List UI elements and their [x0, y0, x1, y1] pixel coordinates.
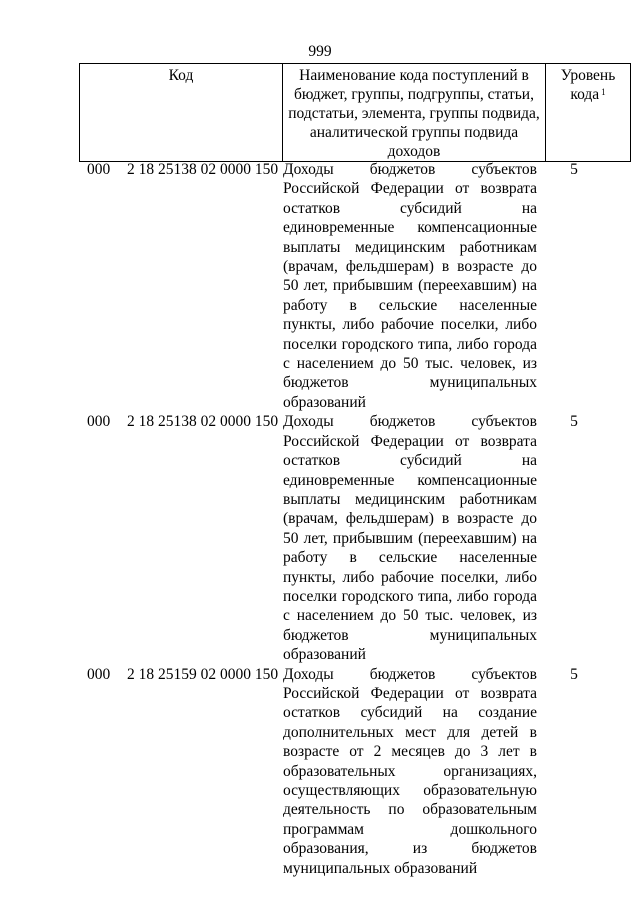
header-code — [80, 64, 283, 162]
row-income-code: 2 18 25159 02 0000 150 — [127, 665, 279, 683]
row-income-code: 2 18 25138 02 0000 150 — [127, 161, 279, 178]
row-name: Доходы бюджетов субъектов Российской Федерации от возврата остатков субсидий на единовременные компенсационные выплаты медицинским работникам (врачам, фельдшерам) в возрасте до 50 лет, прибывшим (переехавшим) на работу в сельские населенные пункты, либо рабочие поселки, либо поселки городского типа, либо города с населением до 50 тыс. человек, из бюджетов муниципальных образований — [283, 161, 537, 411]
table-body — [79, 160, 609, 878]
row-level: 5 — [570, 665, 578, 683]
page-number: 999 — [308, 43, 332, 60]
header-name-label: Наименование кода поступлений в бюджет, группы, подгруппы, статьи, подстатьи, элемента, группы подвида, аналитической группы подвида доходов — [288, 67, 540, 160]
table-row — [79, 412, 609, 664]
table-header — [79, 63, 631, 162]
header-name — [283, 64, 546, 162]
row-name: Доходы бюджетов субъектов Российской Федерации от возврата остатков субсидий на единовременные компенсационные выплаты медицинским работникам (врачам, фельдшерам) в возрасте до 50 лет, прибывшим (переехавшим) на работу в сельские населенные пункты, либо рабочие поселки, либо поселки городского типа, либо города с населением до 50 тыс. человек, из бюджетов муниципальных образований — [283, 413, 537, 664]
header-code-label: Код — [168, 67, 194, 84]
row-admin-code: 000 — [87, 665, 111, 683]
row-income-code: 2 18 25138 02 0000 150 — [127, 413, 279, 431]
row-admin-code: 000 — [87, 161, 111, 178]
header-level-label: Уровень кода — [560, 67, 616, 103]
row-level: 5 — [570, 161, 578, 178]
header-level-footnote: 1 — [601, 87, 606, 97]
row-admin-code: 000 — [87, 413, 111, 431]
row-level: 5 — [570, 413, 578, 431]
row-name: Доходы бюджетов субъектов Российской Федерации от возврата остатков субсидий на создание дополнительных мест для детей в возрасте от 2 месяцев до 3 лет в образовательных организациях, осуществляющих образовательную деятельность по образовательным программам дошкольного образования, из бюджетов муниципальных образований — [283, 665, 537, 877]
table-row — [79, 665, 609, 878]
header-level — [546, 64, 631, 162]
header-row — [80, 64, 631, 162]
table-row — [79, 160, 609, 412]
